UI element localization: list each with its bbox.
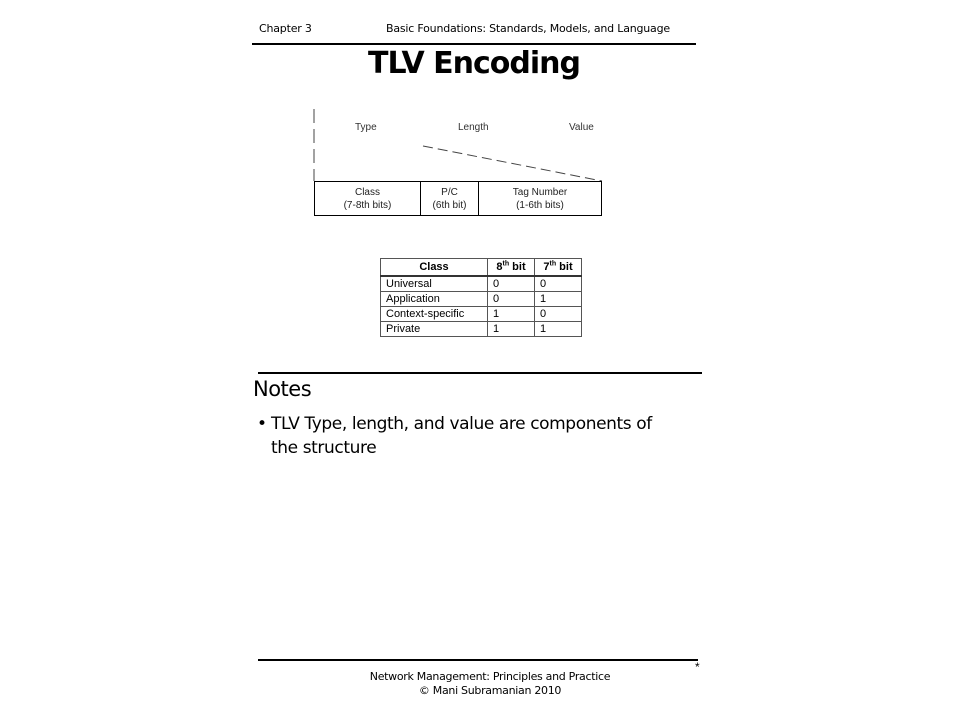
cell-bit8: 0 bbox=[488, 276, 535, 292]
header-bit7: 7th bit bbox=[535, 259, 582, 277]
footer-copyright: © Mani Subramanian 2010 bbox=[418, 684, 562, 697]
tag-pc-bits: (6th bit) bbox=[432, 199, 467, 211]
footer-marker: * bbox=[695, 660, 700, 674]
tag-pc-name: P/C bbox=[441, 186, 458, 198]
section-label: Basic Foundations: Standards, Models, and Language bbox=[386, 22, 670, 35]
table-row bbox=[381, 292, 582, 307]
notes-bullet-text: TLV Type, length, and value are components of the structure bbox=[271, 414, 652, 458]
tag-field-box bbox=[314, 181, 602, 216]
cell-class: Context-specific bbox=[381, 307, 488, 322]
footer-divider bbox=[258, 659, 698, 661]
tag-class-name: Class bbox=[354, 186, 380, 198]
tag-class-bits: (7-8th bits) bbox=[343, 199, 392, 211]
table-row bbox=[381, 276, 582, 292]
slide-title: TLV Encoding bbox=[368, 46, 580, 81]
cell-bit7: 0 bbox=[535, 276, 582, 292]
table-header-row bbox=[381, 259, 582, 277]
tlv-length-label: Length bbox=[458, 122, 489, 133]
cell-class: Universal bbox=[381, 276, 488, 292]
tag-pc-cell bbox=[421, 182, 479, 215]
notes-divider bbox=[258, 372, 702, 374]
header-divider bbox=[252, 43, 696, 45]
tlv-type-label: Type bbox=[355, 122, 377, 133]
table-row bbox=[381, 322, 582, 337]
notes-bullet-item bbox=[257, 412, 677, 460]
expansion-dash bbox=[423, 146, 602, 181]
notes-title: Notes bbox=[253, 377, 312, 401]
class-bits-table bbox=[380, 258, 582, 337]
cell-bit8: 1 bbox=[488, 322, 535, 337]
footer-book-title: Network Management: Principles and Practice bbox=[369, 670, 611, 683]
chapter-label: Chapter 3 bbox=[259, 22, 312, 35]
bullet-icon: • bbox=[257, 414, 267, 434]
cell-bit7: 1 bbox=[535, 322, 582, 337]
header-bit8: 8th bit bbox=[488, 259, 535, 277]
tag-number-name: Tag Number bbox=[512, 186, 568, 198]
table-row bbox=[381, 307, 582, 322]
tag-class-cell bbox=[315, 182, 421, 215]
tag-number-bits: (1-6th bits) bbox=[516, 199, 564, 211]
tlv-value-label: Value bbox=[569, 122, 594, 133]
tag-number-cell bbox=[479, 182, 601, 215]
cell-class: Application bbox=[381, 292, 488, 307]
cell-bit8: 1 bbox=[488, 307, 535, 322]
header-class: Class bbox=[381, 259, 488, 277]
cell-bit7: 0 bbox=[535, 307, 582, 322]
footer-text bbox=[340, 670, 640, 698]
cell-bit8: 0 bbox=[488, 292, 535, 307]
cell-bit7: 1 bbox=[535, 292, 582, 307]
cell-class: Private bbox=[381, 322, 488, 337]
